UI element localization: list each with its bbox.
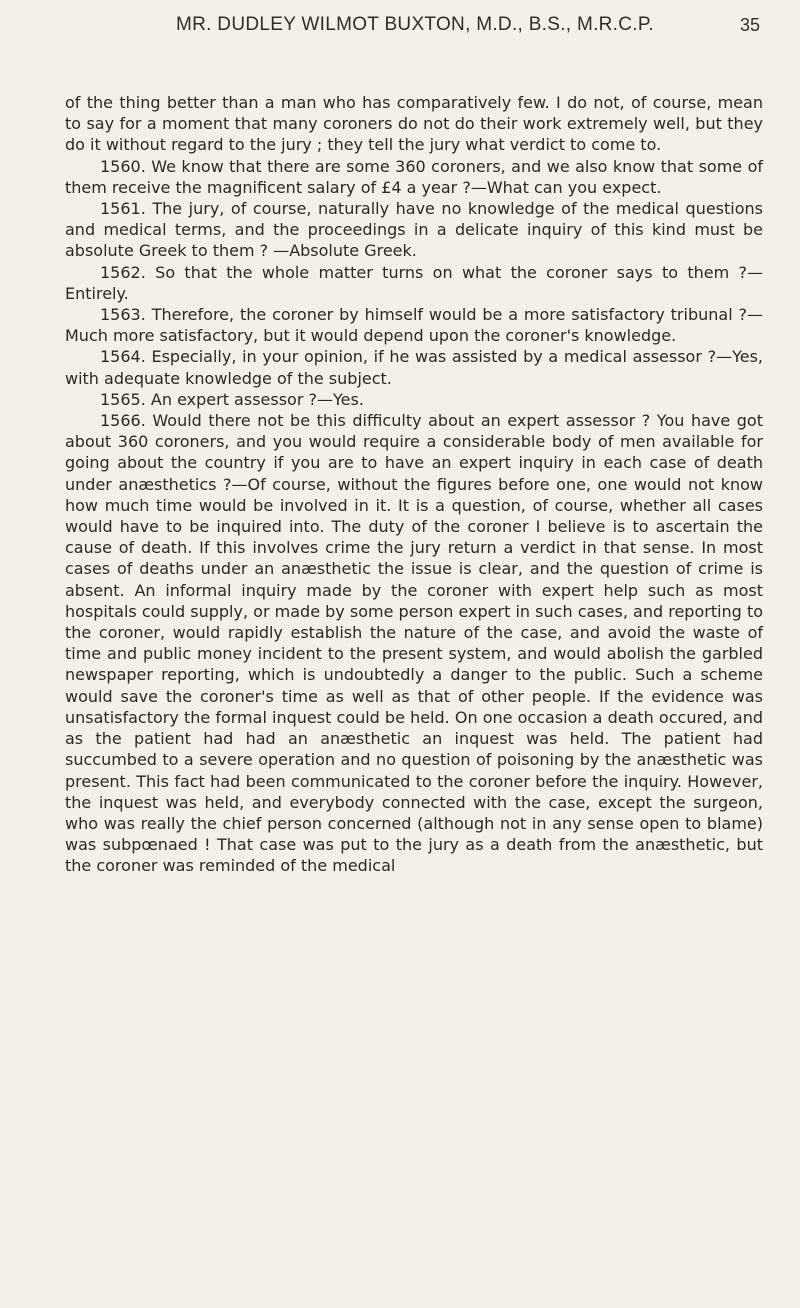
paragraph-1563 bbox=[65, 304, 763, 346]
question-number: 1566. bbox=[100, 411, 146, 431]
paragraph-text: of the thing better than a man who has comparatively few. I do not, of course, mean to say for a moment that many coroners do not do their work extremely well, but they do it without regard to the jury ; they tell the jury what verdict to come to. bbox=[65, 93, 763, 155]
paragraph-1566 bbox=[65, 410, 763, 876]
paragraph-text: An expert assessor ?—Yes. bbox=[150, 389, 364, 409]
paragraph-text: We know that there are some 360 coroners, and we also know that some of them receive the magnificent salary of £4 a year ?—What can you expect. bbox=[65, 156, 763, 197]
question-number: 1565. bbox=[100, 389, 146, 409]
body-text bbox=[65, 92, 763, 877]
paragraph-continuation bbox=[65, 92, 763, 156]
paragraph-1565 bbox=[65, 389, 763, 410]
paragraph-text: The jury, of course, naturally have no knowledge of the medical questions and medical terms, and the proceedings in a delicate inquiry of this kind must be absolute Greek to them ? —Absolute Greek. bbox=[65, 199, 763, 261]
question-number: 1562. bbox=[100, 262, 146, 282]
running-title: MR. DUDLEY WILMOT BUXTON, M.D., B.S., M.R.C.P. bbox=[176, 14, 654, 35]
question-number: 1561. bbox=[100, 199, 146, 219]
question-number: 1563. bbox=[100, 305, 146, 325]
paragraph-text: Especially, in your opinion, if he was assisted by a medical assessor ?—Yes, with adequate knowledge of the subject. bbox=[65, 347, 763, 388]
page-number: 35 bbox=[739, 15, 760, 35]
paragraph-1561 bbox=[65, 198, 763, 262]
paragraph-1564 bbox=[65, 346, 763, 388]
paragraph-text: Therefore, the coroner by himself would be a more satisfactory tribunal ?—Much more satisfactory, but it would depend upon the coroner's knowledge. bbox=[65, 305, 763, 346]
paragraph-1562 bbox=[65, 262, 763, 304]
paragraph-1560 bbox=[65, 156, 763, 198]
paragraph-text: So that the whole matter turns on what the coroner says to them ?—Entirely. bbox=[65, 262, 763, 303]
question-number: 1560. bbox=[100, 156, 146, 176]
paragraph-text: Would there not be this difficulty about an expert assessor ? You have got about 360 coroners, and you would require a considerable body of men available for going about the country if you are to have an expert inquiry in each case of death under anæsthetics ?—Of course, without the figures before one, one would not know how much time would be involved in it. It is a question, of course, whether all cases would have to be inquired into. The duty of the coroner I believe is to ascertain the cause of death. If this involves crime the jury return a verdict in that sense. In most cases of deaths under an anæsthetic the issue is clear, and the question of crime is absent. An informal inquiry made by the coroner with expert help such as most hospitals could supply, or made by some person expert in such cases, and reporting to the coroner, would rapidly establish the nature of the case, and avoid the waste of time and public money incident to the present system, and would abolish the garbled newspaper reporting, which is undoubtedly a danger to the public. Such a scheme would save the coroner's time as well as that of other people. If the evidence was unsatisfactory the formal inquest could be held. On one occasion a death occured, and as the patient had had an anæsthetic an inquest was held. The patient had succumbed to a severe operation and no question of poisoning by the anæsthetic was present. This fact had been communicated to the coroner before the inquiry. However, the inquest was held, and everybody connected with the case, except the surgeon, who was really the chief person concerned (although not in any sense open to blame) was subpœnaed ! That case was put to the jury as a death from the anæsthetic, but the coroner was reminded of the medical bbox=[65, 411, 763, 876]
question-number: 1564. bbox=[100, 347, 146, 367]
